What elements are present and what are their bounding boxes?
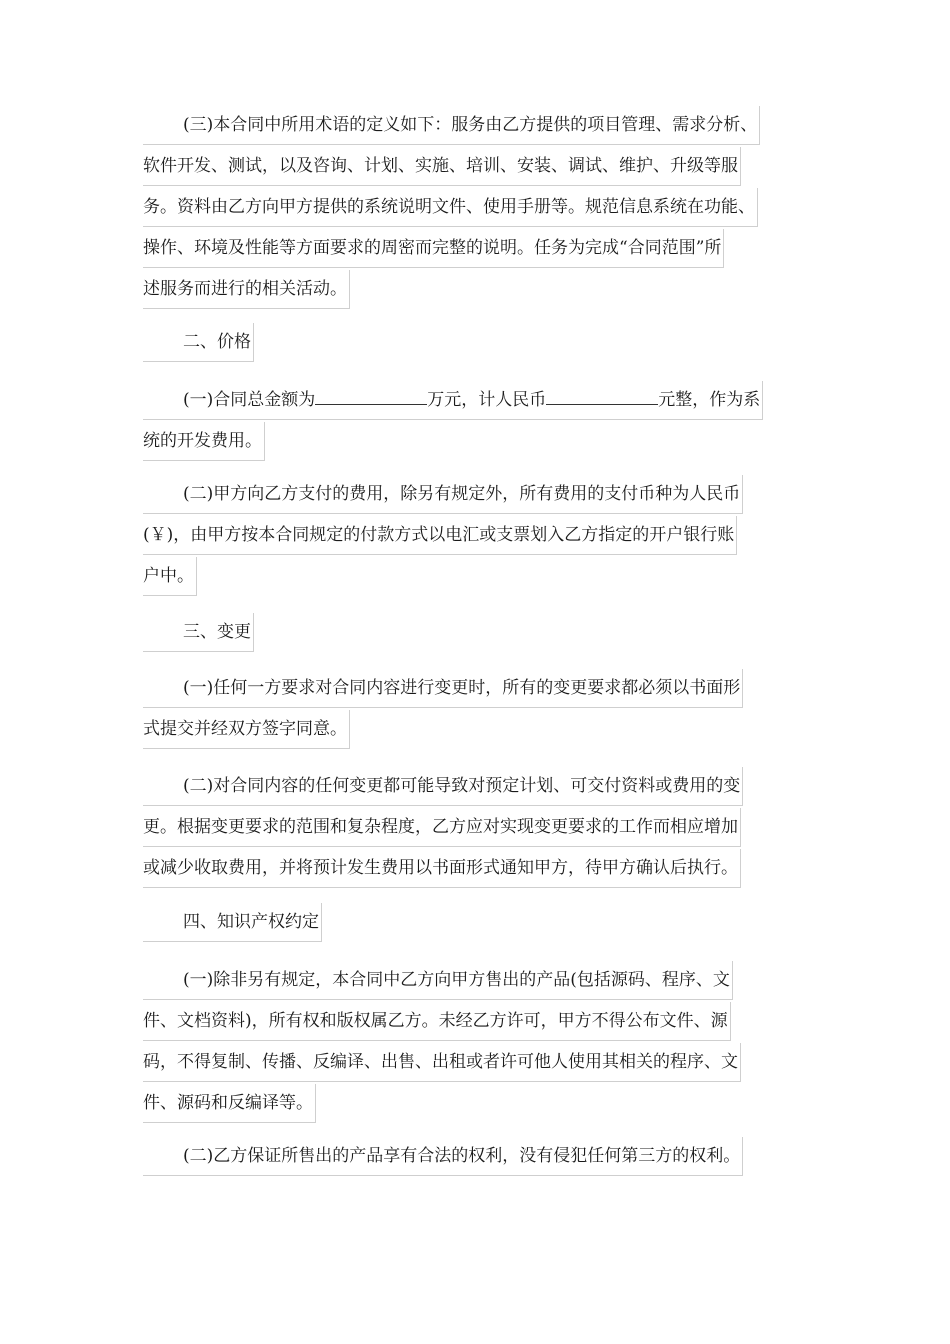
heading-text: 四、知识产权约定 [143,903,322,942]
text-line-content: (一)任何一方要求对合同内容进行变更时，所有的变更要求都必须以书面形 [143,669,743,708]
rmb-blank [546,388,658,405]
paragraph-ip-ownership [143,960,810,1124]
text-line [143,1083,810,1124]
text-line [143,421,810,462]
text-line [143,848,810,889]
text-line [143,515,810,556]
heading-line [143,612,810,653]
text-line [143,1136,810,1177]
text-segment: (一)合同总金额为 [183,390,316,410]
heading-text: 三、变更 [143,613,254,652]
text-line [143,105,810,146]
paragraph-ip-guarantee [143,1136,810,1177]
paragraph-definitions [143,105,810,310]
text-line-content: 户中。 [143,557,197,596]
text-line-content: (二)乙方保证所售出的产品享有合法的权利，没有侵犯任何第三方的权利。 [143,1137,743,1176]
text-line [143,766,810,807]
text-line [143,668,810,709]
text-line-content [143,381,763,420]
text-line [143,556,810,597]
text-line-content: (一)除非另有规定，本合同中乙方向甲方售出的产品(包括源码、程序、文 [143,961,733,1000]
amount-blank [315,388,427,405]
text-line [143,1042,810,1083]
text-line [143,380,810,421]
text-line-content: 或减少收取费用，并将预计发生费用以书面形式通知甲方，待甲方确认后执行。 [143,849,741,888]
text-line-content: (二)甲方向乙方支付的费用，除另有规定外，所有费用的支付币种为人民币 [143,475,743,514]
text-line-content: 述服务而进行的相关活动。 [143,270,350,309]
text-line-content: 更。根据变更要求的范围和复杂程度，乙方应对实现变更要求的工作而相应增加 [143,808,741,847]
paragraph-price-total [143,380,810,462]
paragraph-payment [143,474,810,597]
paragraph-change-cost [143,766,810,889]
text-line [143,960,810,1001]
text-line [143,187,810,228]
text-line [143,146,810,187]
text-line [143,474,810,515]
text-line-content: 软件开发、测试，以及咨询、计划、实施、培训、安装、调试、维护、升级等服 [143,147,741,186]
paragraph-change-request [143,668,810,750]
text-line-content: 式提交并经双方签字同意。 [143,710,350,749]
text-line-content: 务。资料由乙方向甲方提供的系统说明文件、使用手册等。规范信息系统在功能、 [143,188,758,227]
text-line-content: 操作、环境及性能等方面要求的周密而完整的说明。任务为完成“合同范围”所 [143,229,724,268]
text-line [143,269,810,310]
text-line [143,709,810,750]
text-line [143,807,810,848]
text-line-content: (三)本合同中所用术语的定义如下：服务由乙方提供的项目管理、需求分析、 [143,106,760,145]
text-line-content: 件、文档资料)，所有权和版权属乙方。未经乙方许可，甲方不得公布文件、源 [143,1002,731,1041]
text-line [143,1001,810,1042]
heading-line [143,322,810,363]
text-line-content: (二)对合同内容的任何变更都可能导致对预定计划、可交付资料或费用的变 [143,767,743,806]
text-line-content: 统的开发费用。 [143,422,265,461]
section-heading-price [143,322,810,363]
text-segment: 元整，作为系 [658,390,761,410]
section-heading-change [143,612,810,653]
heading-line [143,902,810,943]
section-heading-ip [143,902,810,943]
text-line-content: 件、源码和反编译等。 [143,1084,316,1123]
text-line [143,228,810,269]
text-line-content: 码，不得复制、传播、反编译、出售、出租或者许可他人使用其相关的程序、文 [143,1043,741,1082]
text-segment: 万元，计人民币 [427,390,547,410]
text-line-content: (￥)，由甲方按本合同规定的付款方式以电汇或支票划入乙方指定的开户银行账 [143,516,737,555]
heading-text: 二、价格 [143,323,254,362]
